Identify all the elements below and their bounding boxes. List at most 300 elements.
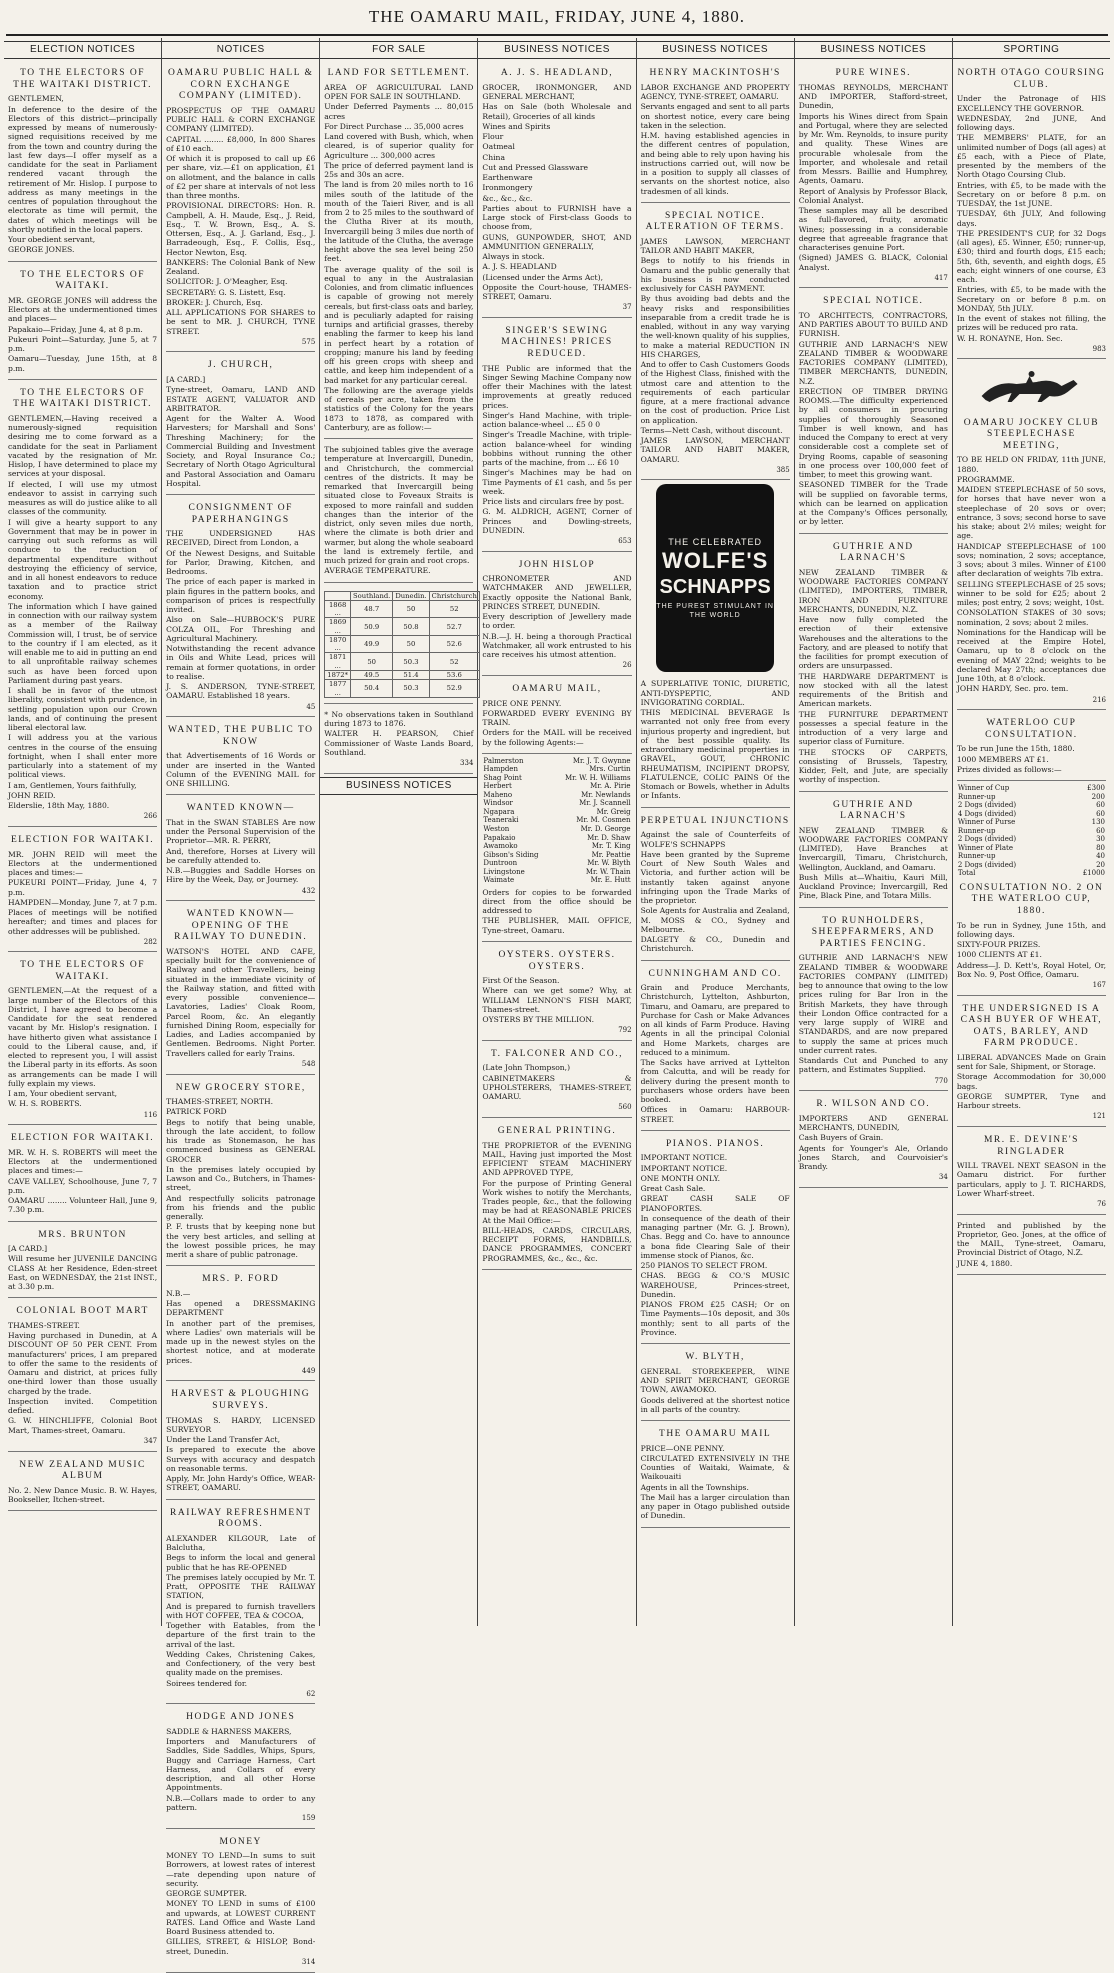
ad-line: Bush Mills at—Whaitiu, Kauri Mill, Auckland Province; Invercargill, Red Pine, Black Pine, and Totara Mills.: [798, 872, 948, 901]
temp-cell: 52: [429, 600, 479, 618]
ad-line: ERECTION OF TIMBER DRYING ROOMS.—The difficulty experienced by all consumers in procuring supplies of thoroughly Seasoned Timber is well known, and has induced the Company to erect at very considerable cost a complete set of Drying Rooms, capable of seasoning in one process over 100,000 feet of timber, to meet this growing want.: [798, 386, 948, 480]
row-value: 60: [1096, 826, 1105, 835]
row-value: Mrs. Curtin: [589, 765, 631, 774]
ad-reference-number: 449: [301, 1366, 316, 1375]
table-row: [957, 801, 1106, 810]
ad-line: Oamaru—Tuesday, June 15th, at 8 p.m.: [8, 354, 158, 373]
advertisement: [166, 1707, 315, 1828]
ad-title: WANTED KNOWN—: [186, 803, 295, 814]
temp-cell: 50.4: [350, 680, 392, 698]
ad-list: [957, 878, 1106, 1275]
ad-line: CHAS. BEGG & CO.'S MUSIC WAREHOUSE, Princes-street, Dunedin.: [640, 1271, 790, 1299]
ad-reference-number: 334: [460, 759, 474, 768]
ad-line: AVERAGE TEMPERATURE.: [324, 566, 431, 576]
ad-line: In consequence of the death of their managing partner (Mr. G. J. Brown), Chas. Begg and Co. have to announce a bona fide Clearing Sale of their immense stock of Pianos, &c.: [640, 1213, 790, 1260]
ad-line: JUNE 4, 1880.: [956, 1258, 1013, 1268]
column-business-notices-2: [637, 38, 795, 1626]
ad-line: G. M. ALDRICH, AGENT, Corner of Princes and Dowling-streets, DUNEDIN.: [482, 507, 632, 535]
ad-title: WATERLOO CUP CONSULTATION.: [985, 718, 1078, 740]
ad-list: [641, 676, 790, 1527]
temperature-table-block: [324, 586, 477, 704]
ad-reference-number: 560: [618, 1103, 632, 1112]
ad-line: HANDICAP STEEPLECHASE of 100 sovs; nomination, 2 sovs; acceptance, 3 sovs; about 3 miles. Winner of £100 after declaration of weights 7lb extra.: [956, 541, 1106, 579]
row-label: Palmerston: [483, 756, 524, 765]
column-heading: BUSINESS NOTICES: [637, 41, 794, 59]
row-value: 60: [1096, 801, 1105, 810]
agents-table: [482, 757, 631, 885]
ad-line: THIS MEDICINAL BEVERAGE Is warranted not only free from every injurious property and ingredient, but of the best possible quality. Its extraordinary medicinal properties in GRAVEL, GOUT, CHRONIC RHEUMATISM, INCIPIENT DROPSY, FLATULENCE, COLIC PAINS Of the Stomach or Bowels, whether in Adults or Infants.: [640, 708, 790, 801]
ad-line: Report of Analysis by Professor Black, Colonial Analyst.: [798, 186, 948, 205]
ad-line: Earthenware: [482, 173, 533, 183]
ad-line: In the event of stakes not filling, the prizes will be reduced pro rata.: [956, 314, 1106, 333]
ad-title: PERPETUAL INJUNCTIONS: [640, 815, 790, 826]
ad-line: Begs to notify that being unable, through the late accident, to follow his trade as Stonemason, he has commenced business as GENERAL GROCER: [166, 1117, 316, 1164]
ad-line: THAMES-STREET.: [8, 1320, 80, 1330]
ad-title: OAMARU JOCKEY CLUB STEEPLECHASE MEETING,: [963, 417, 1100, 451]
ad-line: W. H. S. ROBERTS.: [8, 1099, 82, 1109]
advertisement: [166, 1078, 315, 1267]
table-row: [957, 810, 1106, 819]
advertisement: [482, 1044, 631, 1118]
ad-line: MR. GEORGE JONES will address the Electors at the undermentioned times and places—: [8, 295, 158, 324]
ad-line: The Mail has a larger circulation than any paper in Otago published outside of Dunedin.: [640, 1492, 790, 1521]
ad-line: H.M. having established agencies in the different centres of population, and being able to rely upon having his instructions carried out, will now be in a position to supply all classes of servants on the shortest notice, also tradesmen of all kinds.: [640, 131, 790, 196]
ad-line: Flour: [482, 132, 504, 142]
advertisement: [482, 63, 631, 318]
temp-header-cell: Southland.: [350, 591, 392, 600]
advertisement: [641, 63, 790, 203]
row-label: Maheno: [483, 790, 513, 799]
temp-cell: 52.6: [429, 635, 479, 653]
ad-line: In deference to the desire of the Electors of this district—principally expressed by means of numerously-signed requisitions received by me from the town and country during the last few days—I offer myself as a candidate for the seat in Parliament rendered vacant through the retirement of Mr. Hislop. I purpose to address as many meetings in the centres of population throughout the electorate as time will permit, the dates of which meetings will be shortly notified in the local papers.: [8, 104, 158, 234]
ad-line: Has on Sale (both Wholesale and Retail), Groceries of all kinds: [482, 102, 632, 121]
ad-title: TO THE ELECTORS OF THE WAITAKI DISTRICT.: [13, 68, 152, 90]
ad-reference-number: 116: [143, 1110, 158, 1119]
temp-cell: 52: [429, 653, 479, 671]
ad-line: Begs to notify to his friends in Oamaru and the public generally that his business is now conducted exclusively for CASH PAYMENT.: [640, 256, 790, 294]
column-heading: NOTICES: [162, 41, 319, 59]
ad-line: PROVISIONAL DIRECTORS: Hon. R. Campbell, A. H. Maude, Esq., J. Reid, Esq., T. W. Brown, Esq., A. S. Ottersen, Esq., A. J. Garland, Esq., J. Barradeough, Esq., F. Collis, Esq., Hector Newton, Esq.: [166, 201, 316, 257]
row-label: 4 Dogs (divided): [957, 809, 1017, 818]
ad-line: Opposite the Court-house, THAMES-STREET, Oamaru.: [482, 282, 632, 302]
advertisement: [166, 720, 315, 795]
advertisement: [482, 945, 631, 1041]
ad-line: GEORGE JONES.: [8, 245, 75, 255]
ad-title: CONSIGNMENT OF PAPERHANGINGS: [188, 503, 293, 525]
ad-line: Land covered with Bush, which, when cleared, is of superior quality for Agriculture ... 300,000 acres: [324, 132, 474, 160]
ad-line: &c., &c., &c.: [482, 193, 533, 203]
row-value: £1000: [1082, 869, 1105, 878]
ad-line: Parties about to FURNISH have a Large stock of First-class Goods to choose from,: [482, 203, 632, 232]
ad-line: The average quality of the soil is equal to any in the Australasian Colonies, and from climatic influences is capable of growing not merely cereals, but first-class oats and barley, and is peculiarly adapted for raising turnips and artificial grasses, thereby enabling the farmer to keep his land in perfect heart by a rotation of cropping; manure his land by feeding off his green crops with sheep and cattle, and keep him independent of a bad market for any particular cereal.: [324, 264, 474, 385]
ad-line: Printed and published by the Proprietor, Geo. Jones, at the office of the MAIL, Tyne-street, Oamaru, Provincial District of Otago, N.Z.: [956, 1220, 1106, 1258]
ad-line: OYSTERS BY THE MILLION.: [482, 1015, 594, 1025]
ad-line: Terms—Nett Cash, without discount.: [640, 425, 783, 435]
row-label: 2 Dogs (divided): [957, 860, 1017, 869]
row-value: 80: [1096, 843, 1105, 852]
ad-line: TUESDAY, 6th JULY, And following days.: [956, 209, 1106, 228]
ad-line: JOHN REID.: [8, 790, 56, 800]
ad-line: Entries, with £5, to be made with the Secretary on or before 8 p.m. on MONDAY, 5th JULY.: [956, 285, 1106, 313]
advertisement: [641, 1134, 790, 1344]
temp-cell: 50.3: [393, 680, 429, 698]
ad-line: Singer's Treadle Machine, with triple-action balance-wheel for winding bobbins without running the other parts of the machine, from ... £6 10: [482, 430, 632, 468]
ad-line: MONEY TO LEND—In sums to suit Borrowers, at lowest rates of interest—rate depending upon nature of security.: [166, 1851, 316, 1888]
row-label: Runner-up: [957, 852, 996, 861]
temp-cell: 50.3: [393, 653, 429, 671]
ad-line: Places of meetings will be notified hereafter; and times and places for other addresses will be published.: [8, 908, 158, 936]
ad-list: [957, 413, 1106, 781]
ad-line: HAMPDEN—Monday, June 7, at 7 p.m.: [8, 897, 158, 907]
ad-title: SPECIAL NOTICE.: [823, 296, 924, 307]
table-row: [482, 834, 631, 843]
ad-line: BANKERS: The Colonial Bank of New Zealand.: [166, 257, 316, 277]
ad-line: SEASONED TIMBER for the Trade will be supplied on favorable terms, which can be learned on application at the Company's Offices personally, or by letter.: [798, 480, 948, 527]
ad-reference-number: 76: [1097, 1200, 1106, 1209]
ad-title: THE UNDERSIGNED IS A CASH BUYER OF WHEAT, OATS, BARLEY, AND FARM PRODUCE.: [960, 1003, 1103, 1049]
row-value: Mr. W. Thain: [585, 867, 631, 876]
ad-title: COLONIAL BOOT MART: [16, 1306, 149, 1317]
newspaper-columns: [4, 38, 1110, 1966]
row-label: Runner-up: [957, 826, 996, 835]
ad-line: Where can we get some? Why, at WILLIAM LENNON'S FISH MART, Thames-street.: [482, 986, 632, 1014]
ad-line: Have been granted by the Supreme Court of New South Wales and Victoria, and further action will be instantly taken against anyone infringing upon the Trade Marks of the proprietor.: [640, 849, 790, 906]
table-row: [325, 671, 480, 680]
ad-line: (Late John Thompson,): [482, 1063, 571, 1073]
row-value: Mr. D. Shaw: [587, 833, 631, 842]
ad-line: PROSPECTUS OF THE OAMARU PUBLIC HALL & CORN EXCHANGE COMPANY (LIMITED).: [166, 105, 316, 134]
ad-title: CONSULTATION NO. 2 ON THE WATERLOO CUP, 1880.: [959, 882, 1104, 917]
ad-line: THE Public are informed that the Singer Sewing Machine Company now offer their Machines with the latest improvements at greatly reduced prices.: [482, 363, 632, 410]
ad-line: For the purpose of Printing General Work wishes to notify the Merchants, Trades people, &c., that the following may be had at REASONABLE PRICES At the Mail Office:—: [482, 1178, 632, 1225]
ad-title: OAMARU PUBLIC HALL & CORN EXCHANGE COMPANY (LIMITED).: [167, 68, 314, 102]
advertisement: [957, 63, 1106, 359]
ad-title: GENERAL PRINTING.: [497, 1126, 617, 1137]
row-value: 130: [1091, 818, 1105, 827]
ad-title: OAMARU MAIL,: [512, 683, 602, 694]
ad-line: Entries, with £5, to be made with the Secretary on or before 8 p.m. on TUESDAY, the 1st JUNE.: [956, 180, 1106, 209]
ad-line: GENTLEMEN,—Having received a numerously-signed requisition desiring me to come forward as a candidate for the seat in Parliament vacated by the resignation of Mr. Hislop, I have determined to place my services at your disposal.: [8, 413, 158, 479]
ad-title: NORTH OTAGO COURSING CLUB.: [957, 68, 1106, 90]
ad-title: NEW GROCERY STORE,: [175, 1082, 306, 1093]
row-label: 2 Dogs (divided): [957, 835, 1017, 844]
horse-rider-icon: [957, 366, 1106, 406]
ad-reference-number: 548: [301, 1059, 316, 1068]
ad-line: Address—J. D. Kett's, Royal Hotel, Or, Box No. 9, Post Office, Oamaru.: [956, 960, 1106, 979]
ad-line: G. W. HINCHLIFFE, Colonial Boot Mart, Thames-street, Oamaru.: [8, 1416, 158, 1435]
ad-line: Singer's Machines may be had on Time Payments of £1 cash, and 5s per week.: [482, 468, 632, 496]
temp-cell: 53.6: [429, 671, 479, 680]
temp-cell: 1870 ...: [325, 635, 351, 653]
ad-line: AREA OF AGRICULTURAL LAND OPEN FOR SALE IN SOUTHLAND.: [324, 82, 474, 102]
ad-list: [324, 63, 473, 582]
advertisement: [482, 555, 631, 676]
ad-reference-number: 167: [1092, 981, 1106, 990]
table-row: [482, 791, 631, 800]
table-row: [325, 635, 480, 653]
column-heading: ELECTION NOTICES: [4, 41, 161, 59]
ad-line: Elderslie, 18th May, 1880.: [8, 801, 110, 811]
ad-line: SECRETARY: G. S. Listett, Esq.: [166, 287, 286, 297]
ad-line: IMPORTANT NOTICE.: [640, 1153, 728, 1163]
ad-line: WALTER H. PEARSON, Chief Commissioner of Waste Lands Board, Southland.: [324, 729, 474, 757]
ad-title: TO RUNHOLDERS, SHEEPFARMERS, AND PARTIES FENCING.: [811, 915, 935, 949]
advertisement: [641, 1347, 790, 1421]
ad-line: N.B.—Buggies and Saddle Horses on Hire by the Week, Day, or Journey.: [166, 866, 316, 885]
row-label: Livingstone: [483, 867, 525, 876]
ad-line: Under the Land Transfer Act,: [166, 1435, 280, 1445]
schnapps-line: SCHNAPPS: [659, 575, 771, 598]
ad-line: CAVE VALLEY, Schoolhouse, June 7, 7 p.m.: [8, 1176, 158, 1195]
advertisement: [166, 1832, 315, 1973]
temp-cell: 52.9: [429, 680, 479, 698]
advertisement: [482, 885, 631, 942]
advertisement: [8, 830, 157, 952]
ad-line: And respectfully solicits patronage from his friends and the public generally.: [166, 1193, 316, 1222]
ad-reference-number: 770: [934, 1076, 948, 1085]
ad-line: MR. W. H. S. ROBERTS will meet the Electors at the undermentioned places and times:—: [8, 1147, 158, 1176]
ad-line: Of the Newest Designs, and Suitable for Parlor, Drawing, Kitchen, and Bedrooms.: [166, 548, 316, 577]
ad-reference-number: 314: [301, 1957, 316, 1966]
ad-line: GEORGE SUMPTER.: [166, 1889, 247, 1899]
temp-cell: 1869 ...: [325, 618, 351, 636]
advertisement: [8, 955, 157, 1125]
ad-line: Great Cash Sale.: [640, 1184, 706, 1194]
row-label: Papakaio: [483, 833, 516, 842]
ad-line: Storage Accommodation for 30,000 bags.: [956, 1072, 1106, 1091]
table-row: [482, 825, 631, 834]
ad-line: That in the SWAN STABLES Are now under the Personal Supervision of the Proprietor—MR. R. PERRY,: [166, 817, 316, 846]
table-row: [957, 835, 1106, 844]
ad-line: LABOR EXCHANGE AND PROPERTY AGENCY, TYNE-STREET, OAMARU.: [640, 82, 790, 102]
ad-title: GUTHRIE AND LARNACH'S: [832, 541, 914, 564]
ad-line: In the premises lately occupied by Lawson and Co., Butchers, in Thames-street,: [166, 1164, 316, 1193]
ad-title: MRS. P. FORD: [202, 1274, 280, 1285]
table-row: [482, 851, 631, 860]
ad-line: If elected, I will use my utmost endeavor to assist in carrying such measures as will do justice alike to all classes of the community.: [8, 479, 158, 517]
ad-line: THOMAS REYNOLDS, MERCHANT AND IMPORTER, Stafford-street, Dunedin,: [798, 82, 948, 111]
advertisement: [799, 911, 948, 1092]
row-label: Waimate: [483, 876, 515, 885]
ad-reference-number: 216: [1092, 695, 1106, 704]
ad-reference-number: 266: [143, 812, 158, 821]
ad-line: CABINETMAKERS & UPHOLSTERERS, THAMES-STREET, OAMARU.: [482, 1073, 632, 1102]
advertisement: [166, 63, 315, 352]
row-label: Runner-up: [957, 792, 996, 801]
ad-line: Grain and Produce Merchants, Christchurch, Lyttelton, Ashburton, Timaru, and Oamaru, are prepared to Purchase for Cash or Make Advances on all kinds of Farm Produce. Having Agents in all the principal Colonial and Home Markets, charges are reduced to a minimum.: [640, 983, 790, 1057]
ad-title: NEW ZEALAND MUSIC ALBUM: [19, 1459, 146, 1482]
ad-line: GUNS, GUNPOWDER, SHOT, AND AMMUNITION GENERALLY,: [482, 232, 632, 251]
schnapps-line: THE CELEBRATED: [668, 536, 763, 547]
advertisement: [166, 904, 315, 1074]
ad-title: ELECTION FOR WAITAKI.: [10, 834, 155, 845]
ad-title: LAND FOR SETTLEMENT.: [327, 68, 471, 79]
ad-list: [482, 63, 631, 754]
ad-list: [641, 63, 790, 480]
advertisement: [324, 707, 473, 774]
row-label: Duntroon: [483, 859, 518, 868]
ad-line: The subjoined tables give the average temperature at Invercargill, Dunedin, and Christchurch, the commercial centres of the districts. It may be remarked that Invercargill being situated close to Foveaux Straits is exposed to more rainfall and sudden changes than the interior of the district, only seven miles due north, where the climate is both drier and warmer, but along the whole seaboard the land is extremely fertile, and much prized for grain and root crops.: [324, 445, 474, 566]
ad-line: FORWARDED EVERY EVENING BY TRAIN.: [482, 708, 632, 727]
advertisement: [8, 1225, 157, 1299]
ad-title: HODGE AND JONES: [186, 1712, 296, 1723]
table-row: [957, 844, 1106, 853]
ad-line: Notwithstanding the recent advance in Oils and White Lead, prices will remain at former quotations, in order to realise.: [166, 644, 316, 681]
ad-line: Tyne-street, Oamaru, LAND AND ESTATE AGENT, VALUATOR AND ARBITRATOR.: [166, 385, 316, 413]
table-row: [482, 782, 631, 791]
ad-line: TO ARCHITECTS, CONTRACTORS, AND PARTIES ABOUT TO BUILD AND FURNISH.: [798, 310, 948, 339]
ad-title: PIANOS. PIANOS.: [666, 1138, 765, 1149]
ad-line: JAMES LAWSON, MERCHANT TAILOR AND HABIT MAKER,: [640, 236, 790, 256]
row-label: Shag Point: [483, 773, 522, 782]
temp-cell: 1871 ...: [325, 653, 351, 671]
ad-line: Agents for Younger's Ale, Orlando Jones Starch, and Courvoisier's Brandy.: [798, 1143, 948, 1172]
table-row: [325, 600, 480, 618]
ad-line: N.B.—: [166, 1288, 191, 1298]
ad-reference-number: 575: [301, 337, 316, 346]
ad-reference-number: 34: [938, 1173, 948, 1182]
row-value: 20: [1096, 860, 1105, 869]
ad-title: THE OAMARU MAIL: [659, 1429, 772, 1440]
ad-line: Prizes divided as follows:—: [956, 764, 1062, 774]
ad-line: GEORGE SUMPTER, Tyne and Harbour streets.: [956, 1091, 1106, 1111]
ad-line: In another part of the premises, where Ladies' own materials will be made up in the newest styles on the shortest notice, and at moderate prices.: [166, 1318, 316, 1365]
advertisement: [8, 1301, 157, 1451]
advertisement: [166, 1384, 315, 1499]
ad-line: THE STOCKS OF CARPETS, consisting of Brussels, Tapestry, Kidder, Felt, and Jute, are specially worthy of inspection.: [798, 747, 948, 785]
ad-line: Singer's Hand Machine, with triple-action balance-wheel ... £5 0 0: [482, 410, 632, 430]
advertisement: [799, 537, 948, 792]
ad-title: A. J. S. HEADLAND,: [500, 68, 614, 79]
row-value: 200: [1091, 792, 1105, 801]
ad-title: HARVEST & PLOUGHING SURVEYS.: [171, 1389, 311, 1412]
table-row: [957, 852, 1106, 861]
row-label: Teaneraki: [483, 816, 519, 825]
advertisement: [482, 1121, 631, 1270]
advertisement: [957, 713, 1106, 781]
ad-line: The following are the average yields of cereals per acre, taken from the statistics of the Colony for the years 1873 to 1878, as compared with Canterbury, are as follow:—: [324, 385, 474, 432]
advertisement: [8, 1455, 157, 1512]
ad-title: TO THE ELECTORS OF WAITAKI.: [20, 269, 146, 292]
ad-line: And is prepared to furnish travellers with HOT COFFEE, TEA & COCOA,: [166, 1601, 316, 1620]
ad-title: CUNNINGHAM AND CO.: [648, 968, 782, 979]
temp-header-cell: [325, 591, 351, 600]
ad-line: First Of the Season.: [482, 976, 560, 986]
ad-line: BROKER: J. Church, Esq.: [166, 297, 263, 307]
temp-cell: 49.5: [350, 671, 392, 680]
column-heading: BUSINESS NOTICES: [795, 41, 952, 59]
ad-line: that Advertisements of 16 Words or under are inserted in the Wanted Column of the EVENING MAIL for ONE SHILLING.: [166, 751, 316, 789]
ad-reference-number: 432: [301, 886, 316, 895]
ad-line: A SUPERLATIVE TONIC, DIURETIC, ANTI-DYSPEPTIC, AND INVIGORATING CORDIAL.: [640, 679, 790, 707]
ad-line: PRICE—ONE PENNY.: [640, 1443, 725, 1453]
ad-line: For Direct Purchase ... 35,000 acres: [324, 121, 464, 131]
row-label: Total: [957, 869, 976, 878]
row-value: Mr. J. Scannell: [579, 799, 631, 808]
advertisement: [957, 1130, 1106, 1215]
ad-line: Of which it is proposed to call up £6 per share, viz.—£1 on application, £1 on allotment, and the balance in calls of £2 per share at intervals of not less than three months.: [166, 154, 316, 201]
ad-line: [A CARD.]: [166, 375, 206, 385]
ad-line: THOMAS S. HARDY, LICENSED SURVEYOR: [166, 1415, 316, 1434]
ad-line: The information which I have gained in connection with our railway system as a member of the Railway Commission will, I trust, be of service to the country if I am elected, as it will enable me to aid in putting an end to all unprofitable railway schemes such as have been forced upon Parliament during past years.: [8, 601, 158, 685]
ad-line: GUTHRIE AND LARNACH'S NEW ZEALAND TIMBER & WOODWARE FACTORIES COMPANY (LIMITED) beg to announce that owing to the low prices ruling for Bar Iron in the British Markets, they have through their London Office contracted for a very large supply of WIRE and STANDARDS, and are now prepared to supply the same at prices much under current rates.: [798, 953, 948, 1055]
ad-title: RAILWAY REFRESHMENT ROOMS.: [170, 1507, 312, 1530]
table-row: [325, 680, 480, 698]
table-row: [482, 842, 631, 851]
ad-line: GILLIES, STREET, & HISLOP, Bond-street, Dunedin.: [166, 1937, 316, 1956]
ad-title: WANTED, THE PUBLIC TO KNOW: [167, 725, 314, 747]
ad-line: I will give a hearty support to any Government that may be in power in carrying out such reforms as will conduce to the reduction of departmental expenditure without destroying the efficiency of service, and in all honest endeavors to reduce taxation and to practice strict economy.: [8, 517, 158, 601]
ad-line: By thus avoiding bad debts and the heavy risks and responsibilities inseparable from a credit trade he is enabled, without in any way varying the well-known quality of his supplies, to make a material REDUCTION IN HIS CHARGES,: [640, 294, 790, 359]
ad-line: P. F. trusts that by keeping none but the very best articles, and selling at the lowest possible prices, he may merit a share of public patronage.: [166, 1222, 316, 1260]
ad-line: NEW ZEALAND TIMBER & WOODWARE FACTORIES COMPANY (LIMITED), IMPORTERS, TIMBER, IRON AND FURNITURE MERCHANTS, DUNEDIN, N.Z.: [798, 567, 948, 614]
column-business-notices-3: [795, 38, 953, 1626]
temp-cell: 52.7: [429, 618, 479, 636]
row-label: Weston: [483, 825, 510, 833]
ad-line: (Signed) JAMES G. BLACK, Colonial Analyst.: [798, 253, 948, 272]
ad-reference-number: 45: [306, 702, 316, 711]
advertisement: [641, 676, 790, 807]
table-row: [482, 765, 631, 774]
ad-line: Against the sale of Counterfeits of WOLFE'S SCHNAPPS: [640, 830, 790, 849]
ad-list: [799, 63, 948, 1188]
ad-line: CIRCULATED EXTENSIVELY IN THE Counties of Waitaki, Waimate, & Waikouaiti: [640, 1453, 790, 1482]
ad-line: Is prepared to execute the above Surveys with accuracy and despatch on reasonable terms.: [166, 1445, 316, 1473]
advertisement: [8, 1128, 157, 1221]
ad-line: Agents in all the Townships.: [640, 1482, 749, 1492]
ad-line: The land is from 20 miles north to 16 miles south of the latitude of the mouth of the Taieri River, and is all from 2 to 25 miles to the southward of the Clutha River at its mouth, Invercargill being 3 miles due north of the latitude of the Clutha, the average height above the sea level being 250 feet.: [324, 180, 474, 264]
ad-line: I am, Gentlemen, Yours faithfully,: [8, 780, 137, 790]
advertisement: [799, 795, 948, 908]
ad-line: GUTHRIE AND LARNACH'S NEW ZEALAND TIMBER & WOODWARE FACTORIES COMPANY (LIMITED), TIMBER MERCHANTS, DUNEDIN, N.Z.: [798, 339, 948, 386]
advertisement: [957, 878, 1106, 996]
ad-title: W. BLYTH,: [685, 1352, 745, 1363]
ad-title: MRS. BRUNTON: [38, 1229, 127, 1240]
ad-line: ALL APPLICATIONS FOR SHARES to be sent to MR. J. CHURCH, TYNE STREET.: [166, 308, 316, 336]
ad-line: To be run in Sydney, June 15th, and following days.: [956, 920, 1106, 939]
ad-line: * No observations taken in Southland during 1873 to 1876.: [324, 709, 474, 729]
ad-line: NEW ZEALAND TIMBER & WOODWARE FACTORIES COMPANY (LIMITED), Have Branches at Invercargill, Timaru, Christchurch, Wellington, Auckland, and Oamaru.: [798, 825, 948, 872]
ad-line: Every description of Jewellery made to order.: [482, 612, 632, 631]
ad-reference-number: 62: [306, 1689, 316, 1698]
ad-line: Cut and Pressed Glassware: [482, 162, 589, 172]
ad-list: [8, 63, 157, 1511]
ad-title: T. FALCONER AND CO.,: [490, 1048, 624, 1059]
advertisement: [166, 798, 315, 901]
ad-reference-number: 653: [618, 537, 632, 546]
ad-line: I shall be in favor of the utmost liberality, consistent with prudence, in settling population upon our Crown lands, and of continuing the present liberal electoral law.: [8, 686, 158, 733]
ad-line: Oatmeal: [482, 142, 515, 152]
table-row: [325, 653, 480, 671]
row-value: 30: [1096, 835, 1105, 844]
row-label: Winner of Plate: [957, 843, 1013, 852]
ad-line: PUKEURI POINT—Friday, June 4, 7 p.m.: [8, 878, 158, 897]
temp-cell: 1868 ...: [325, 600, 351, 618]
table-row: [957, 861, 1106, 870]
temp-cell: 1872*: [325, 671, 351, 680]
column-for-sale: [320, 38, 478, 1626]
advertisement: [482, 679, 631, 754]
table-row: [482, 757, 631, 766]
ad-title: MONEY: [219, 1836, 262, 1847]
row-value: Mr. Greig: [596, 807, 631, 816]
row-label: Awamoko: [483, 842, 518, 851]
ad-title: WANTED KNOWN—OPENING OF THE RAILWAY TO DUNEDIN.: [174, 909, 308, 943]
schnapps-line: THE PUREST STIMULANT IN THE WORLD: [656, 603, 774, 619]
temp-cell: 1877 ...: [325, 680, 351, 698]
ad-line: Agent for the Walter A. Wood Harvesters; for Marshall and Sons' Threshing Machinery; for the Commercial Building and Investment Society, and Royal Insurance Co.; Secretary of North Otago Agricultural and Pastoral Association and Oamaru Hospital.: [166, 414, 316, 488]
ad-reference-number: 121: [1092, 1112, 1106, 1121]
